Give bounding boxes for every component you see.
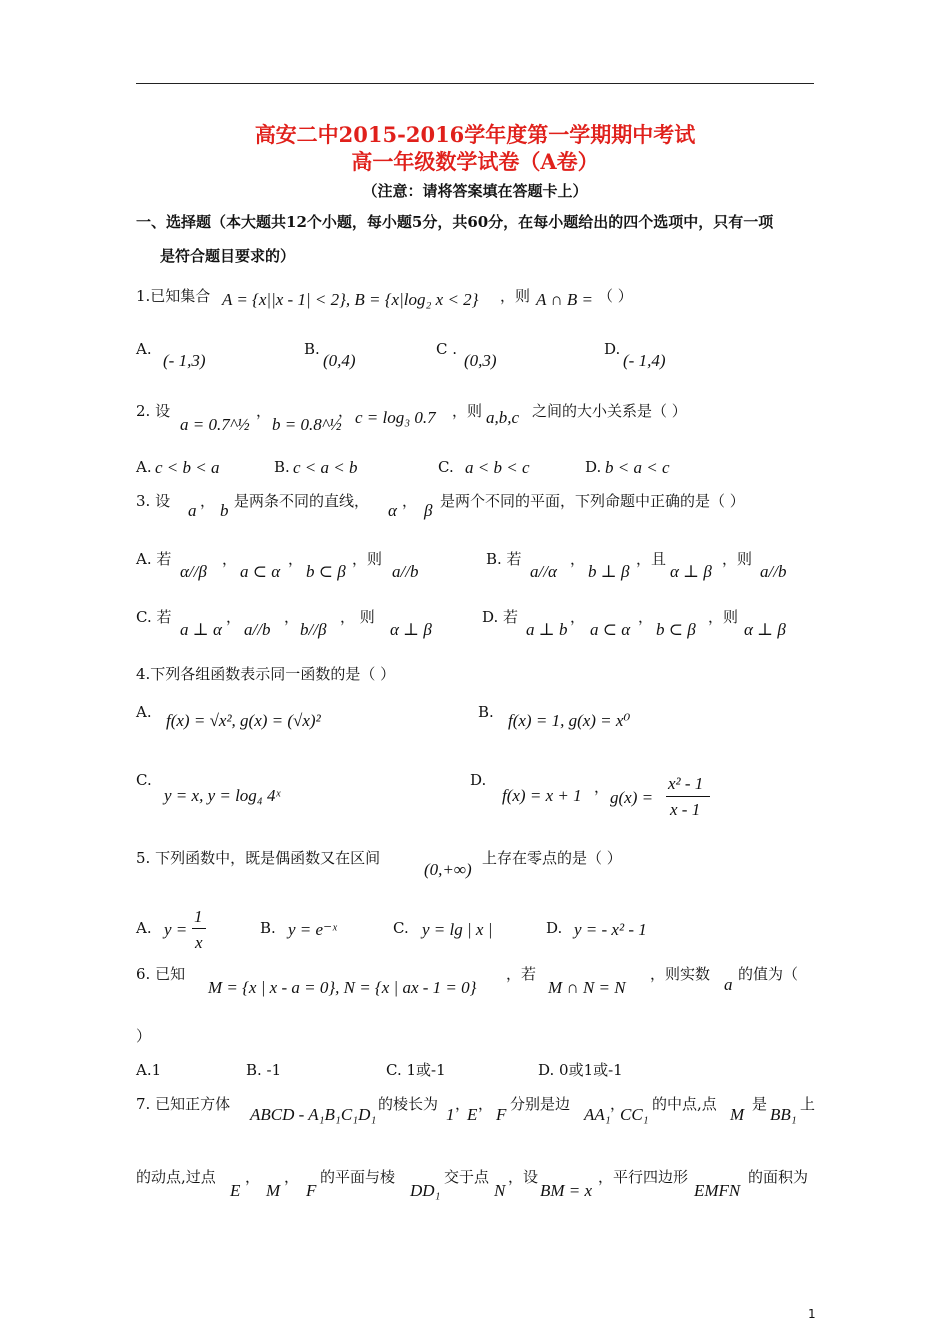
q2-opt-a: c < b < a xyxy=(155,458,220,477)
q1-opt-c: (0,3) xyxy=(464,351,497,370)
q7-l2-s7: ，平行四边形 xyxy=(598,1168,689,1186)
q2-comma-1: ， xyxy=(256,402,272,420)
q3-opt-b-m2: b ⊥ β xyxy=(588,562,630,581)
q4-opt-d-sep: ， xyxy=(594,778,610,796)
q3-b: b xyxy=(220,501,229,520)
q2-abc: a,b,c xyxy=(486,408,520,427)
q1-tail: ，则 xyxy=(500,287,531,305)
q6-a: a xyxy=(724,975,733,994)
q1-tail-math: A ∩ B = xyxy=(536,290,593,309)
q7-cc1: CC₁ xyxy=(620,1105,649,1124)
q7-l2-emfn: EMFN xyxy=(694,1181,741,1200)
q5-opt-d-label: D. xyxy=(546,919,563,937)
q3-opt-a-m1: α//β xyxy=(180,562,207,581)
q5-tail: 上存在零点的是（ ） xyxy=(482,849,622,867)
q3-opt-b-m3: α ⊥ β xyxy=(670,562,712,581)
page-number: 1 xyxy=(808,1307,816,1321)
q2-stem: 2. 设 xyxy=(136,402,171,420)
q7-f: F xyxy=(496,1105,507,1124)
q3-opt-b-and: ，且 xyxy=(636,550,667,568)
q4-opt-d-label: D. xyxy=(470,771,487,789)
q6-opt-d: D. 0或1或-1 xyxy=(538,1061,623,1079)
q3-opt-d-m4: α ⊥ β xyxy=(744,620,786,639)
q3-opt-b-comma-1: ， xyxy=(570,550,586,568)
q1-opt-d: (- 1,4) xyxy=(623,351,666,370)
q2-a: a = 0.7^½ xyxy=(180,415,250,434)
q7-s4: ， xyxy=(478,1095,494,1113)
q3-s4: ， xyxy=(402,492,418,510)
q7-bb1: BB₁ xyxy=(770,1105,797,1124)
q5-opt-b-label: B. xyxy=(260,919,276,937)
q4-opt-b-label: B. xyxy=(478,703,494,721)
section-heading: 一、选择题（本大题共12个小题，每小题5分，共60分，在每小题给出的四个选项中，只有一项 xyxy=(136,213,774,231)
q7-s2: 的棱长为 xyxy=(378,1095,439,1113)
header-rule xyxy=(136,83,814,84)
q6-opt-a: A.1 xyxy=(136,1061,162,1079)
q2-comma-2: ， xyxy=(338,402,354,420)
exam-subtitle: 高一年级数学试卷（A卷） xyxy=(351,149,599,174)
q7-l2-s8: 的面积为 xyxy=(748,1168,809,1186)
q3-opt-c-comma-2: ， xyxy=(284,608,300,626)
q4-opt-d-g: g(x) = xyxy=(610,788,654,807)
q5-opt-a-label: A. xyxy=(136,919,152,937)
q7-m: M xyxy=(730,1105,745,1124)
q3-opt-c-m2: a//b xyxy=(244,620,271,639)
q1-math: A = {x||x - 1| < 2}, B = {x|log₂ x < 2} xyxy=(222,290,479,309)
q1-opt-d-label: D. xyxy=(604,340,621,358)
q1-opt-b-label: B. xyxy=(304,340,320,358)
fraction-bar xyxy=(666,796,710,797)
q4-opt-b: f(x) = 1, g(x) = x⁰ xyxy=(508,711,631,730)
q3-opt-d-comma-2: ， xyxy=(638,608,654,626)
q6-s4: 的值为（ xyxy=(738,965,799,983)
q6-opt-c: C. 1或-1 xyxy=(386,1061,446,1079)
q3-opt-a-m4: a//b xyxy=(392,562,419,581)
q2-opt-b-label: B. xyxy=(274,458,290,476)
q1-opt-c-label: C . xyxy=(436,340,458,358)
q2-opt-d: b < a < c xyxy=(605,458,670,477)
q3-alpha: α xyxy=(388,501,397,520)
exam-note: （注意：请将答案填在答题卡上） xyxy=(362,182,588,200)
q4-opt-a-label: A. xyxy=(136,703,152,721)
q2-opt-b: c < a < b xyxy=(293,458,358,477)
q4-opt-d-den: x - 1 xyxy=(670,800,701,819)
q7-s5: 分别是边 xyxy=(510,1095,571,1113)
q3-opt-d-then: ，则 xyxy=(708,608,739,626)
q7-l2-s6: ，设 xyxy=(508,1168,539,1186)
q3-a: a xyxy=(188,501,197,520)
q7-s9: 上 xyxy=(800,1095,816,1113)
q2-tail: ，则 xyxy=(452,402,483,420)
q3-opt-c-m3: b//β xyxy=(300,620,327,639)
q3-opt-a-m3: b ⊂ β xyxy=(306,562,346,581)
q5-opt-a-num: 1 xyxy=(194,907,203,926)
q5-opt-d: y = - x² - 1 xyxy=(574,920,647,939)
q7-l2-bm: BM = x xyxy=(540,1181,593,1200)
q3-opt-d-m1: a ⊥ b xyxy=(526,620,568,639)
q3-opt-d-label: D. 若 xyxy=(482,608,519,626)
q7-cube: ABCD - A₁B₁C₁D₁ xyxy=(250,1105,377,1124)
q6-opt-b: B. -1 xyxy=(246,1061,282,1079)
q1-paren: （ ） xyxy=(598,287,633,305)
q3-s5: 是两个不同的平面，下列命题中正确的是（ ） xyxy=(440,492,745,510)
q5-stem: 5. 下列函数中，既是偶函数又在区间 xyxy=(136,849,381,867)
q3-opt-a-m2: a ⊂ α xyxy=(240,562,281,581)
q2-opt-a-label: A. xyxy=(136,458,152,476)
q1-opt-b: (0,4) xyxy=(323,351,356,370)
q3-opt-a-then: ，则 xyxy=(352,550,383,568)
q7-s1: 7. 已知正方体 xyxy=(136,1095,231,1113)
q3-s1: 3. 设 xyxy=(136,492,171,510)
q5-interval: (0,+∞) xyxy=(424,860,472,879)
q5-opt-a-y: y = xyxy=(164,920,188,939)
q3-opt-d-comma-1: ， xyxy=(570,608,586,626)
q7-aa1: AA₁ xyxy=(584,1105,611,1124)
q3-opt-c-m1: a ⊥ α xyxy=(180,620,222,639)
q6-math: M = {x | x - a = 0}, N = {x | ax - 1 = 0} xyxy=(208,978,477,997)
q7-l2-e: E xyxy=(230,1181,241,1200)
q7-s8: 是 xyxy=(752,1095,768,1113)
q3-opt-b-m1: a//α xyxy=(530,562,557,581)
q2-opt-c-label: C. xyxy=(438,458,454,476)
q7-l2-m: M xyxy=(266,1181,281,1200)
q2-opt-c: a < b < c xyxy=(465,458,530,477)
q3-s3: 是两条不同的直线， xyxy=(234,492,370,510)
q7-l2-s3: ， xyxy=(284,1168,300,1186)
q6-s3: ，则实数 xyxy=(650,965,711,983)
q3-opt-a-label: A. 若 xyxy=(136,550,172,568)
q5-opt-c-label: C. xyxy=(393,919,409,937)
q3-opt-a-comma-1: ， xyxy=(222,550,238,568)
q2-opt-d-label: D. xyxy=(585,458,602,476)
q4-opt-c: y = x, y = log₄ 4ˣ xyxy=(164,786,281,805)
q5-opt-c: y = lg | x | xyxy=(422,920,493,939)
exam-title: 高安二中2015-2016学年度第一学期期中考试 xyxy=(254,122,696,147)
q1-stem: 1.已知集合 xyxy=(136,287,211,305)
q3-opt-c-then: ， 则 xyxy=(340,608,375,626)
q7-l2-n: N xyxy=(494,1181,506,1200)
q4-opt-d-num: x² - 1 xyxy=(668,774,704,793)
q7-len: 1 xyxy=(446,1105,455,1124)
q1-opt-a-label: A. xyxy=(136,340,152,358)
q4-stem: 4.下列各组函数表示同一函数的是（ ） xyxy=(136,665,396,683)
q5-opt-a-den: x xyxy=(195,933,203,952)
q7-e: E xyxy=(467,1105,478,1124)
q3-s2: ， xyxy=(200,492,216,510)
q3-opt-a-comma-2: ， xyxy=(288,550,304,568)
q2-b: b = 0.8^½ xyxy=(272,415,342,434)
q3-opt-c-comma-1: ， xyxy=(226,608,242,626)
q7-l2-s4: 的平面与棱 xyxy=(320,1168,396,1186)
q1-opt-a: (- 1,3) xyxy=(163,351,206,370)
q6-math2: M ∩ N = N xyxy=(548,978,626,997)
q3-beta: β xyxy=(424,501,433,520)
q4-opt-a: f(x) = √x², g(x) = (√x)² xyxy=(166,711,321,730)
q7-s3: ， xyxy=(455,1095,471,1113)
fraction-bar xyxy=(192,928,206,929)
q3-opt-b-label: B. 若 xyxy=(486,550,522,568)
q6-close: ） xyxy=(136,1027,152,1045)
q7-s7: 的中点,点 xyxy=(652,1095,717,1113)
q5-opt-b: y = e⁻ˣ xyxy=(288,920,337,939)
q3-opt-c-label: C. 若 xyxy=(136,608,172,626)
q7-l2-dd1: DD₁ xyxy=(410,1181,441,1200)
q7-l2-s1: 的动点,过点 xyxy=(136,1168,216,1186)
q3-opt-d-m3: b ⊂ β xyxy=(656,620,696,639)
q4-opt-d-f: f(x) = x + 1 xyxy=(502,786,582,805)
q4-opt-c-label: C. xyxy=(136,771,152,789)
q3-opt-b-then: ，则 xyxy=(722,550,753,568)
q7-l2-s2: ， xyxy=(245,1168,261,1186)
q7-l2-s5: 交于点 xyxy=(444,1168,490,1186)
q2-tail2: 之间的大小关系是（ ） xyxy=(532,402,687,420)
section-heading-cont: 是符合题目要求的） xyxy=(160,247,296,265)
q3-opt-d-m2: a ⊂ α xyxy=(590,620,631,639)
q2-c: c = log₃ 0.7 xyxy=(355,408,436,427)
q3-opt-b-m4: a//b xyxy=(760,562,787,581)
q6-s2: ，若 xyxy=(506,965,537,983)
q3-opt-c-m4: α ⊥ β xyxy=(390,620,432,639)
q7-l2-f: F xyxy=(306,1181,317,1200)
q6-stem: 6. 已知 xyxy=(136,965,186,983)
q7-s6: ， xyxy=(610,1095,626,1113)
